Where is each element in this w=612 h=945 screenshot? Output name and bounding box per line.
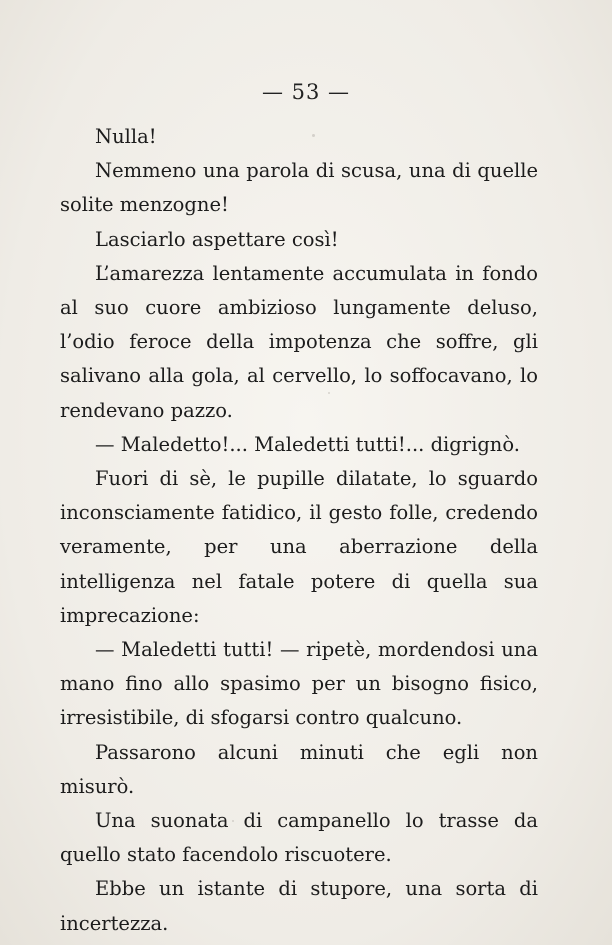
body-text xyxy=(60,120,538,941)
paragraph: — Maledetti tutti! — ripetè, mordendosi una mano fino allo spasimo per un bisogno fisico, irresistibile, di sfogarsi contro qualcuno. xyxy=(60,638,538,730)
paragraph: Nulla! xyxy=(95,125,157,148)
paragraph: Una suonata di campanello lo trasse da quello stato facendolo riscuotere. xyxy=(60,809,538,867)
paragraph: Nemmeno una parola di scusa, una di quelle solite menzogne! xyxy=(60,159,538,217)
paragraph: Fuori di sè, le pupille dilatate, lo sguardo inconsciamente fatidico, il gesto folle, credendo veramente, per una aberrazione della intelligenza nel fatale potere di quella sua imprecazione: xyxy=(60,467,538,627)
paragraph: Ebbe un istante di stupore, una sorta di incertezza. xyxy=(60,877,538,935)
paragraph: — Maledetto!... Maledetti tutti!... digrignò. xyxy=(95,432,520,456)
paragraph: Lasciarlo aspettare così! xyxy=(95,227,339,251)
page-number: — 53 — xyxy=(261,80,351,104)
paragraph: Passarono alcuni minuti che egli non misurò. xyxy=(60,740,538,798)
paragraph: L’amarezza lentamente accumulata in fondo al suo cuore ambizioso lungamente deluso, l’odio feroce della impotenza che soffre, gli salivano alla gola, al cervello, lo soffocavano, lo rendevano pazzo. xyxy=(60,261,538,422)
